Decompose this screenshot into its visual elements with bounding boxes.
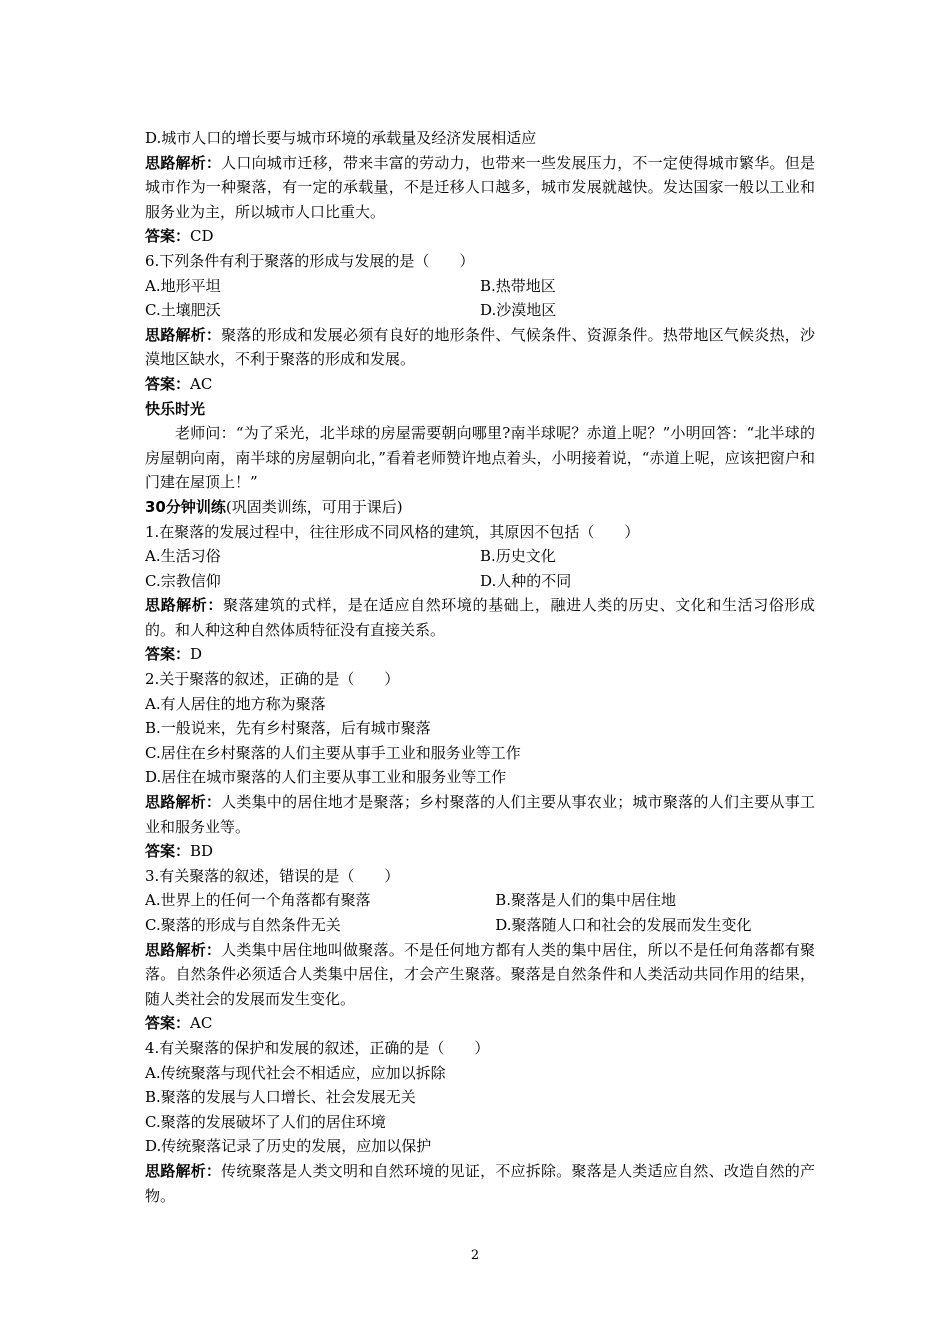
q5-option-d: D.城市人口的增长要与城市环境的承载量及经济发展相适应 <box>145 129 537 147</box>
answer-label: 答案： <box>145 1014 191 1033</box>
t3-options-row-1 <box>145 888 815 913</box>
analysis-text: 人口向城市迁移，带来丰富的劳动力，也带来一些发展压力，不一定使得城市繁华。但是城市作为一种聚落，有一定的承载量，不是迁移人口越多，城市发展就越快。发达国家一般以工业和服务业为主，所以城市人口比重大。 <box>145 153 815 221</box>
t1-answer <box>145 642 815 667</box>
t4-option-a: A.传统聚落与现代社会不相适应，应加以拆除 <box>145 1063 446 1082</box>
q5-analysis <box>145 151 815 225</box>
t1-option-d: D.人种的不同 <box>480 571 572 590</box>
answer-label: 答案： <box>145 842 191 861</box>
t4-stem: 4.有关聚落的保护和发展的叙述，正确的是（ ） <box>145 1038 490 1057</box>
answer-value: AC <box>190 1014 213 1033</box>
t3-answer <box>145 1011 815 1036</box>
training-title: 30分钟训练 <box>145 497 226 516</box>
q6-options-row-2 <box>145 298 815 323</box>
page-number: 2 <box>470 1248 480 1263</box>
t1-option-a: A.生活习俗 <box>145 547 221 566</box>
t2-option-b: B.一般说来，先有乡村聚落，后有城市聚落 <box>145 719 431 738</box>
t3-option-c: C.聚落的形成与自然条件无关 <box>145 916 341 934</box>
analysis-label: 思路解析： <box>145 940 222 959</box>
analysis-text: 人类集中的居住地才是聚落；乡村聚落的人们主要从事农业；城市聚落的人们主要从事工业和服务业等。 <box>145 793 815 836</box>
training-subtitle: (巩固类训练，可用于课后) <box>225 497 403 516</box>
t2-stem: 2.关于聚落的叙述，正确的是（ ） <box>145 670 400 689</box>
analysis-label: 思路解析： <box>145 596 223 615</box>
answer-value: BD <box>190 842 214 861</box>
happy-time-text: 老师问：“为了采光，北半球的房屋需要朝向哪里?南半球呢？赤道上呢？”小明回答：“北半球的房屋朝向南，南半球的房屋朝向北，”看着老师赞许地点着头，小明接着说，“赤道上呢，应该把窗户和门建在屋顶上！” <box>145 424 815 492</box>
q6-option-a: A.地形平坦 <box>145 276 221 295</box>
t2-analysis <box>145 790 815 839</box>
t1-option-c: C.宗教信仰 <box>145 571 221 590</box>
t4-option-d: D.传统聚落记录了历史的发展，应加以保护 <box>145 1137 432 1156</box>
analysis-label: 思路解析： <box>145 793 222 812</box>
document-body <box>145 126 815 1208</box>
q6-options-row-1 <box>145 274 815 299</box>
t3-option-d: D.聚落随人口和社会的发展而发生变化 <box>495 916 752 934</box>
t1-options-row-1 <box>145 544 815 569</box>
q6-option-c: C.土壤肥沃 <box>145 301 221 320</box>
training-heading <box>145 495 815 520</box>
t3-options-row-2 <box>145 913 815 938</box>
happy-time-title: 快乐时光 <box>145 399 206 418</box>
answer-value: AC <box>190 374 213 393</box>
q6-analysis <box>145 323 815 372</box>
t1-stem: 1.在聚落的发展过程中，往往形成不同风格的建筑，其原因不包括（ ） <box>145 522 640 541</box>
t1-option-b: B.历史文化 <box>480 547 556 566</box>
t3-analysis <box>145 938 815 1012</box>
answer-value: CD <box>190 227 214 246</box>
answer-label: 答案： <box>145 645 191 664</box>
t4-option-b: B.聚落的发展与人口增长、社会发展无关 <box>145 1088 416 1107</box>
t2-option-d: D.居住在城市聚落的人们主要从事工业和服务业等工作 <box>145 768 507 787</box>
analysis-label: 思路解析： <box>145 325 222 344</box>
analysis-text: 聚落的形成和发展必须有良好的地形条件、气候条件、资源条件。热带地区气候炎热，沙漠地区缺水，不利于聚落的形成和发展。 <box>145 325 815 369</box>
t1-options-row-2 <box>145 569 815 594</box>
answer-value: D <box>190 645 203 664</box>
analysis-label: 思路解析： <box>145 1161 222 1180</box>
q6-option-b: B.热带地区 <box>480 276 556 295</box>
t3-stem: 3.有关聚落的叙述，错误的是（ ） <box>145 866 400 885</box>
t3-option-b: B.聚落是人们的集中居住地 <box>495 891 677 910</box>
t3-option-a: A.世界上的任何一个角落都有聚落 <box>145 891 371 910</box>
t4-analysis <box>145 1159 815 1208</box>
t1-analysis <box>145 593 815 642</box>
q6-answer <box>145 372 815 397</box>
q6-option-d: D.沙漠地区 <box>480 301 557 320</box>
q5-answer <box>145 224 815 249</box>
answer-label: 答案： <box>145 227 191 246</box>
analysis-text: 聚落建筑的式样，是在适应自然环境的基础上，融进人类的历史、文化和生活习俗形成的。和人种这种自然体质特征没有直接关系。 <box>145 596 815 639</box>
answer-label: 答案： <box>145 374 191 393</box>
analysis-label: 思路解析： <box>145 153 222 172</box>
t2-option-a: A.有人居住的地方称为聚落 <box>145 694 326 713</box>
q6-stem: 6.下列条件有利于聚落的形成与发展的是（ ） <box>145 251 475 270</box>
analysis-text: 人类集中居住地叫做聚落。不是任何地方都有人类的集中居住，所以不是任何角落都有聚落。自然条件必须适合人类集中居住，才会产生聚落。聚落是自然条件和人类活动共同作用的结果，随人类社会的发展而发生变化。 <box>145 940 815 1008</box>
t2-answer <box>145 839 815 864</box>
t4-option-c: C.聚落的发展破坏了人们的居住环境 <box>145 1112 386 1131</box>
t2-option-c: C.居住在乡村聚落的人们主要从事手工业和服务业等工作 <box>145 743 521 762</box>
analysis-text: 传统聚落是人类文明和自然环境的见证，不应拆除。聚落是人类适应自然、改造自然的产物。 <box>145 1161 815 1205</box>
